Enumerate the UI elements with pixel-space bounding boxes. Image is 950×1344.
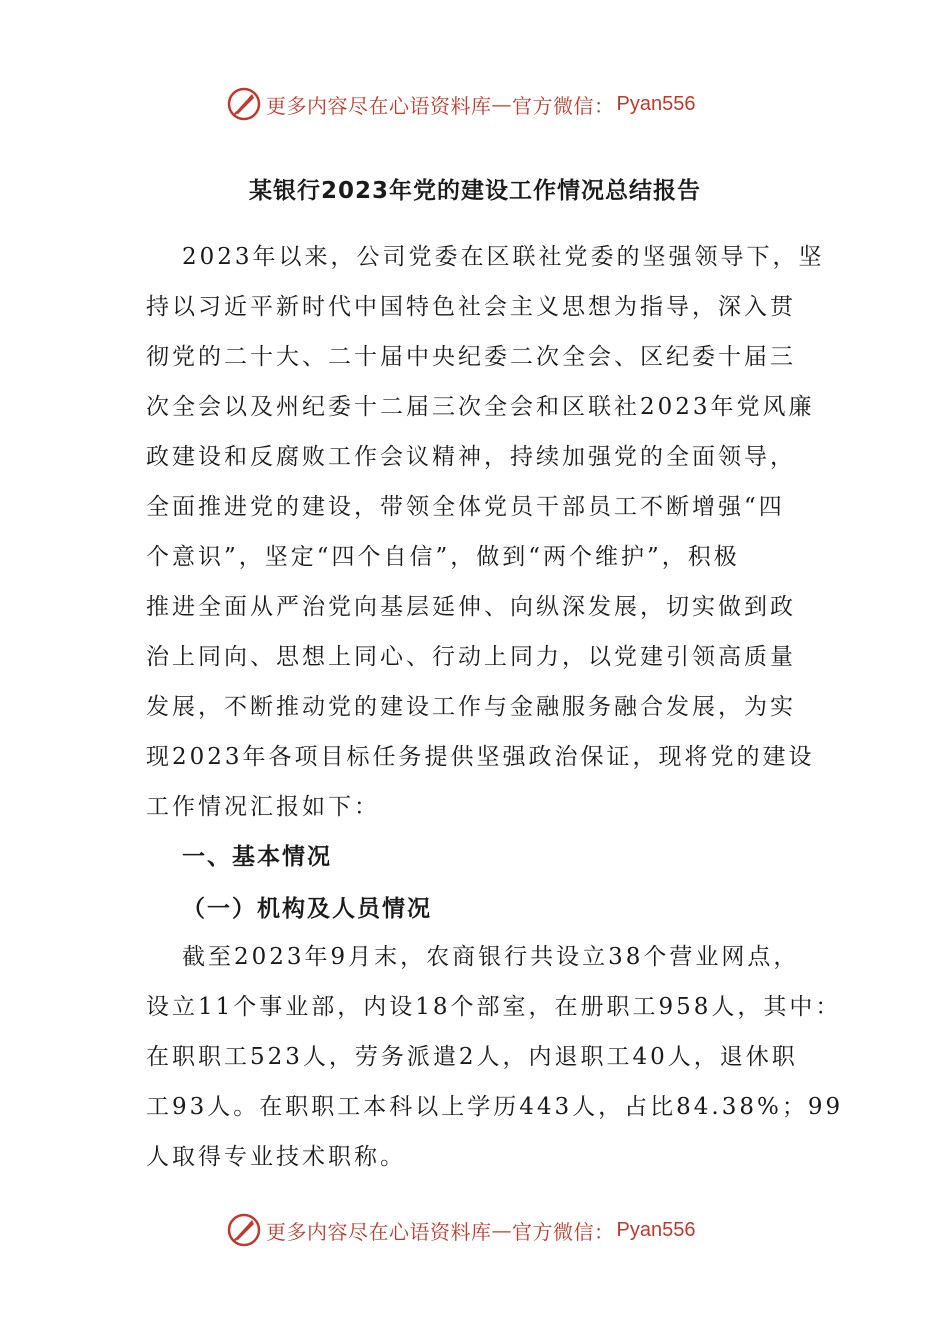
- paragraph-line: 推进全面从严治党向基层延伸、向纵深发展，切实做到政: [146, 594, 796, 620]
- paragraph-line: 工93人。在职职工本科以上学历443人，占比84.38%；99: [146, 1094, 844, 1120]
- paragraph-line: 设立11个事业部，内设18个部室，在册职工958人，其中：: [146, 994, 842, 1020]
- paragraph-line: 发展，不断推动党的建设工作与金融服务融合发展，为实: [146, 694, 796, 720]
- paragraph-line: 治上同向、思想上同心、行动上同力，以党建引领高质量: [146, 644, 796, 670]
- watermark-text: 更多内容尽在心语资料库: [266, 93, 492, 118]
- paragraph-line: 工作情况汇报如下：: [146, 794, 380, 820]
- watermark-separator: —: [491, 92, 512, 116]
- section-heading: 一、基本情况: [182, 844, 332, 870]
- paragraph-line: 现2023年各项目标任务提供坚强政治保证，现将党的建设: [146, 744, 815, 770]
- watermark-header: [226, 84, 695, 124]
- paragraph-line: 政建设和反腐败工作会议精神，持续加强党的全面领导，: [146, 444, 796, 470]
- paragraph-line: 在职职工523人，劳务派遣2人，内退职工40人，退休职: [146, 1044, 798, 1070]
- paragraph-line: 次全会以及州纪委十二届三次全会和区联社2023年党风廉: [146, 394, 815, 420]
- quill-logo-icon: [226, 86, 262, 122]
- paragraph-line: 全面推进党的建设，带领全体党员干部员工不断增强“四: [146, 494, 785, 520]
- watermark-separator: —: [491, 1218, 512, 1242]
- watermark-account: Pyan556: [616, 1218, 696, 1241]
- watermark-account-label: 官方微信：: [512, 93, 615, 118]
- document-title: 某银行2023年党的建设工作情况总结报告: [248, 178, 701, 204]
- watermark-account-label: 官方微信：: [512, 1219, 615, 1244]
- watermark-text: 更多内容尽在心语资料库: [266, 1219, 492, 1244]
- paragraph-line: 持以习近平新时代中国特色社会主义思想为指导，深入贯: [146, 294, 796, 320]
- watermark-account: Pyan556: [616, 92, 696, 115]
- paragraph-line: 2023年以来，公司党委在区联社党委的坚强领导下，坚: [182, 244, 825, 270]
- watermark-footer: [226, 1210, 695, 1250]
- paragraph-line: 个意识”，坚定“四个自信”，做到“两个维护”，积极: [146, 544, 740, 570]
- paragraph-line: 彻党的二十大、二十届中央纪委二次全会、区纪委十届三: [146, 344, 796, 370]
- quill-logo-icon: [226, 1212, 262, 1248]
- subsection-heading: （一）机构及人员情况: [182, 896, 432, 922]
- paragraph-line: 截至2023年9月末，农商银行共设立38个营业网点，: [182, 944, 800, 970]
- paragraph-line: 人取得专业技术职称。: [146, 1144, 406, 1170]
